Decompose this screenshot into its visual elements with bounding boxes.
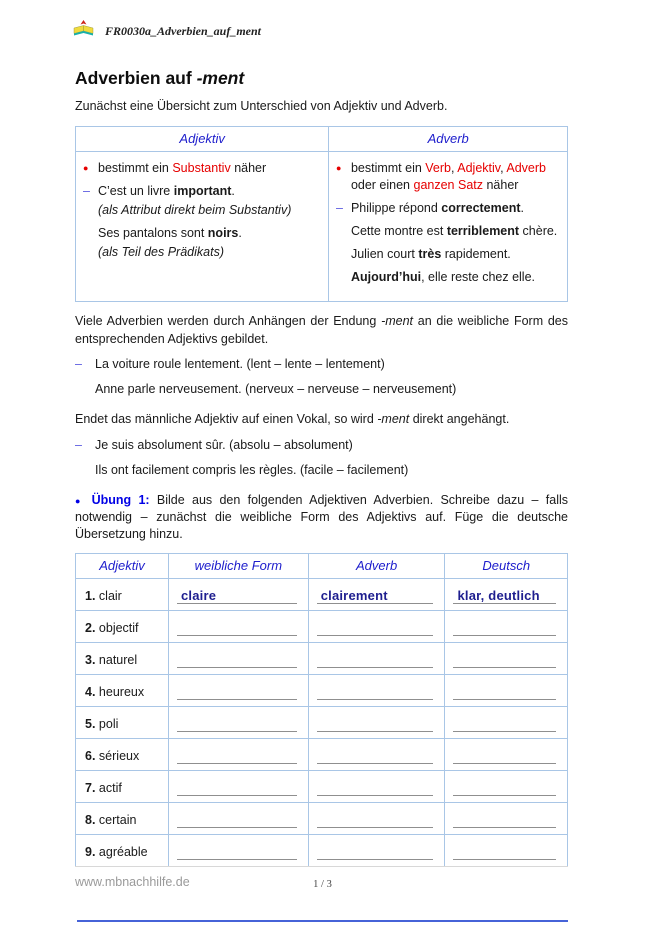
table-row <box>76 738 568 770</box>
bottom-accent-bar <box>77 920 568 922</box>
dash-icon: – <box>335 201 343 215</box>
exercise-table <box>75 553 568 867</box>
answer-line <box>317 681 434 700</box>
feminine-cell <box>168 770 308 802</box>
answer-line <box>317 841 434 860</box>
header-deutsch: Deutsch <box>445 553 568 578</box>
dash-icon: – <box>75 437 82 452</box>
answer-line <box>317 777 434 796</box>
table-row <box>76 674 568 706</box>
adverb-definition <box>336 160 560 194</box>
feminine-cell <box>168 674 308 706</box>
book-flame-logo-icon <box>72 20 96 43</box>
answer-line <box>317 649 434 668</box>
rule-2-text: Endet das männliche Adjektiv auf einen Vokal, so wird -ment direkt angehängt. <box>75 412 510 426</box>
table-row <box>76 706 568 738</box>
table-row <box>76 834 568 866</box>
answer-line <box>177 745 297 764</box>
german-cell <box>445 738 568 770</box>
feminine-cell <box>168 834 308 866</box>
adjektiv-example-1-note: (als Attribut direkt beim Substantiv) <box>98 203 292 217</box>
german-cell <box>445 802 568 834</box>
feminine-cell <box>168 578 308 610</box>
rule-2-example-2: Ils ont facilement compris les règles. (facile – facilement) <box>95 462 409 477</box>
answer-line <box>317 745 434 764</box>
feminine-cell <box>168 706 308 738</box>
adverb-cell <box>308 610 445 642</box>
exercise-1-intro <box>75 492 568 543</box>
answer-line <box>453 745 556 764</box>
exercise-1-text: Bilde aus den folgenden Adjektiven Adverbien. Schreibe dazu – falls notwendig – zunächst die weibliche Form des Adjektivs auf. Füge die deutsche Übersetzung hinzu. <box>75 492 568 542</box>
feminine-cell <box>168 610 308 642</box>
column-header-adjektiv: Adjektiv <box>76 127 329 151</box>
table-row <box>76 770 568 802</box>
answer-line: claire <box>177 585 297 604</box>
rule-2-example-1: – Je suis absolument sûr. (absolu – absolument) <box>75 437 353 452</box>
adjektiv-example-2-note: (als Teil des Prädikats) <box>98 245 224 259</box>
dash-icon: – <box>75 357 82 371</box>
doc-id: FR0030a_Adverbien_auf_ment <box>105 23 262 38</box>
header-adjektiv: Adjektiv <box>76 553 169 578</box>
overview-table <box>75 126 568 302</box>
red-bullet-icon: ● <box>83 163 89 173</box>
feminine-cell <box>168 802 308 834</box>
answer-line <box>453 841 556 860</box>
answer-line <box>177 681 297 700</box>
example-text: Philippe répond correctement. <box>350 201 524 215</box>
table-row <box>76 642 568 674</box>
german-cell <box>445 578 568 610</box>
footer-website: www.mbnachhilfe.de <box>75 875 190 889</box>
rule-1-text: Viele Adverbien werden durch Anhängen der Endung -ment an die weibliche Form des entsprechenden Adjektivs gebildet. <box>75 314 569 346</box>
adverb-cell <box>308 674 445 706</box>
german-cell <box>445 610 568 642</box>
answer-line: klar, deutlich <box>453 585 556 604</box>
page-number: 1 / 3 <box>313 879 332 890</box>
answer-line: clairement <box>317 585 434 604</box>
answer-line <box>317 617 434 636</box>
adjektiv-example-2: Ses pantalons sont noirs. <box>98 226 242 240</box>
rule-1-example-2: Anne parle nerveusement. (nerveux – nerveuse – nerveusement) <box>95 382 457 396</box>
adjective-cell: 8. certain <box>76 802 169 834</box>
intro-text: Zunächst eine Übersicht zum Unterschied von Adjektiv und Adverb. <box>75 99 448 113</box>
german-cell <box>445 674 568 706</box>
answer-line <box>453 617 556 636</box>
adjective-cell: 1. clair <box>76 578 169 610</box>
adjective-cell: 6. sérieux <box>76 738 169 770</box>
footer-divider <box>75 866 568 867</box>
german-cell <box>445 706 568 738</box>
header-adverb: Adverb <box>308 553 445 578</box>
title-suffix: -ment <box>196 68 245 88</box>
answer-line <box>453 713 556 732</box>
example-text: C’est un livre important. <box>98 184 235 198</box>
adjective-cell: 2. objectif <box>76 610 169 642</box>
adjective-cell: 7. actif <box>76 770 169 802</box>
dash-icon: – <box>83 184 90 198</box>
doc-header <box>72 0 568 40</box>
adjective-cell: 9. agréable <box>76 834 169 866</box>
answer-line <box>453 649 556 668</box>
answer-line <box>177 649 297 668</box>
german-cell <box>445 834 568 866</box>
table-row <box>76 802 568 834</box>
adverb-cell <box>308 578 445 610</box>
blue-bullet-icon: ● <box>75 495 85 506</box>
adverb-example-4: Aujourd’hui, elle reste chez elle. <box>350 270 536 284</box>
exercise-table-header-row <box>76 553 568 578</box>
answer-line <box>177 841 297 860</box>
adjective-cell: 4. heureux <box>76 674 169 706</box>
answer-line <box>177 617 297 636</box>
german-cell <box>445 642 568 674</box>
adverb-cell <box>308 706 445 738</box>
adverb-example-3: Julien court très rapidement. <box>350 247 511 261</box>
adjektiv-definition <box>83 160 321 177</box>
answer-line <box>177 809 297 828</box>
rule-1-example-1: – La voiture roule lentement. (lent – lente – lentement) <box>75 357 385 371</box>
answer-line <box>317 713 434 732</box>
definition-text: bestimmt ein Substantiv näher <box>98 161 267 175</box>
adverb-cell <box>308 834 445 866</box>
feminine-cell <box>168 738 308 770</box>
table-row <box>76 610 568 642</box>
page-title <box>75 68 568 88</box>
title-text: Adverbien auf <box>75 68 197 88</box>
adverb-cell <box>308 802 445 834</box>
adjective-cell: 3. naturel <box>76 642 169 674</box>
answer-line <box>177 777 297 796</box>
table-row <box>76 578 568 610</box>
answer-line <box>453 777 556 796</box>
header-weibliche-form: weibliche Form <box>168 553 308 578</box>
column-header-adverb: Adverb <box>427 131 469 146</box>
adjective-cell: 5. poli <box>76 706 169 738</box>
adverb-example-2: Cette montre est terriblement chère. <box>350 224 558 238</box>
adjektiv-example-1 <box>83 183 321 200</box>
red-bullet-icon: ● <box>335 163 342 173</box>
german-cell <box>445 770 568 802</box>
answer-line <box>177 713 297 732</box>
adverb-cell <box>308 738 445 770</box>
exercise-1-label: Übung 1: <box>91 492 150 507</box>
adverb-cell <box>308 642 445 674</box>
adjektiv-column <box>76 152 329 301</box>
feminine-cell <box>168 642 308 674</box>
overview-table-header <box>76 127 567 152</box>
answer-line <box>453 681 556 700</box>
adverb-cell <box>308 770 445 802</box>
answer-line <box>453 809 556 828</box>
answer-line <box>317 809 434 828</box>
adverb-column <box>329 152 567 301</box>
adverb-example-1 <box>336 200 560 217</box>
definition-text: bestimmt ein Verb, Adjektiv, Adverb oder einen ganzen Satz näher <box>350 161 546 192</box>
